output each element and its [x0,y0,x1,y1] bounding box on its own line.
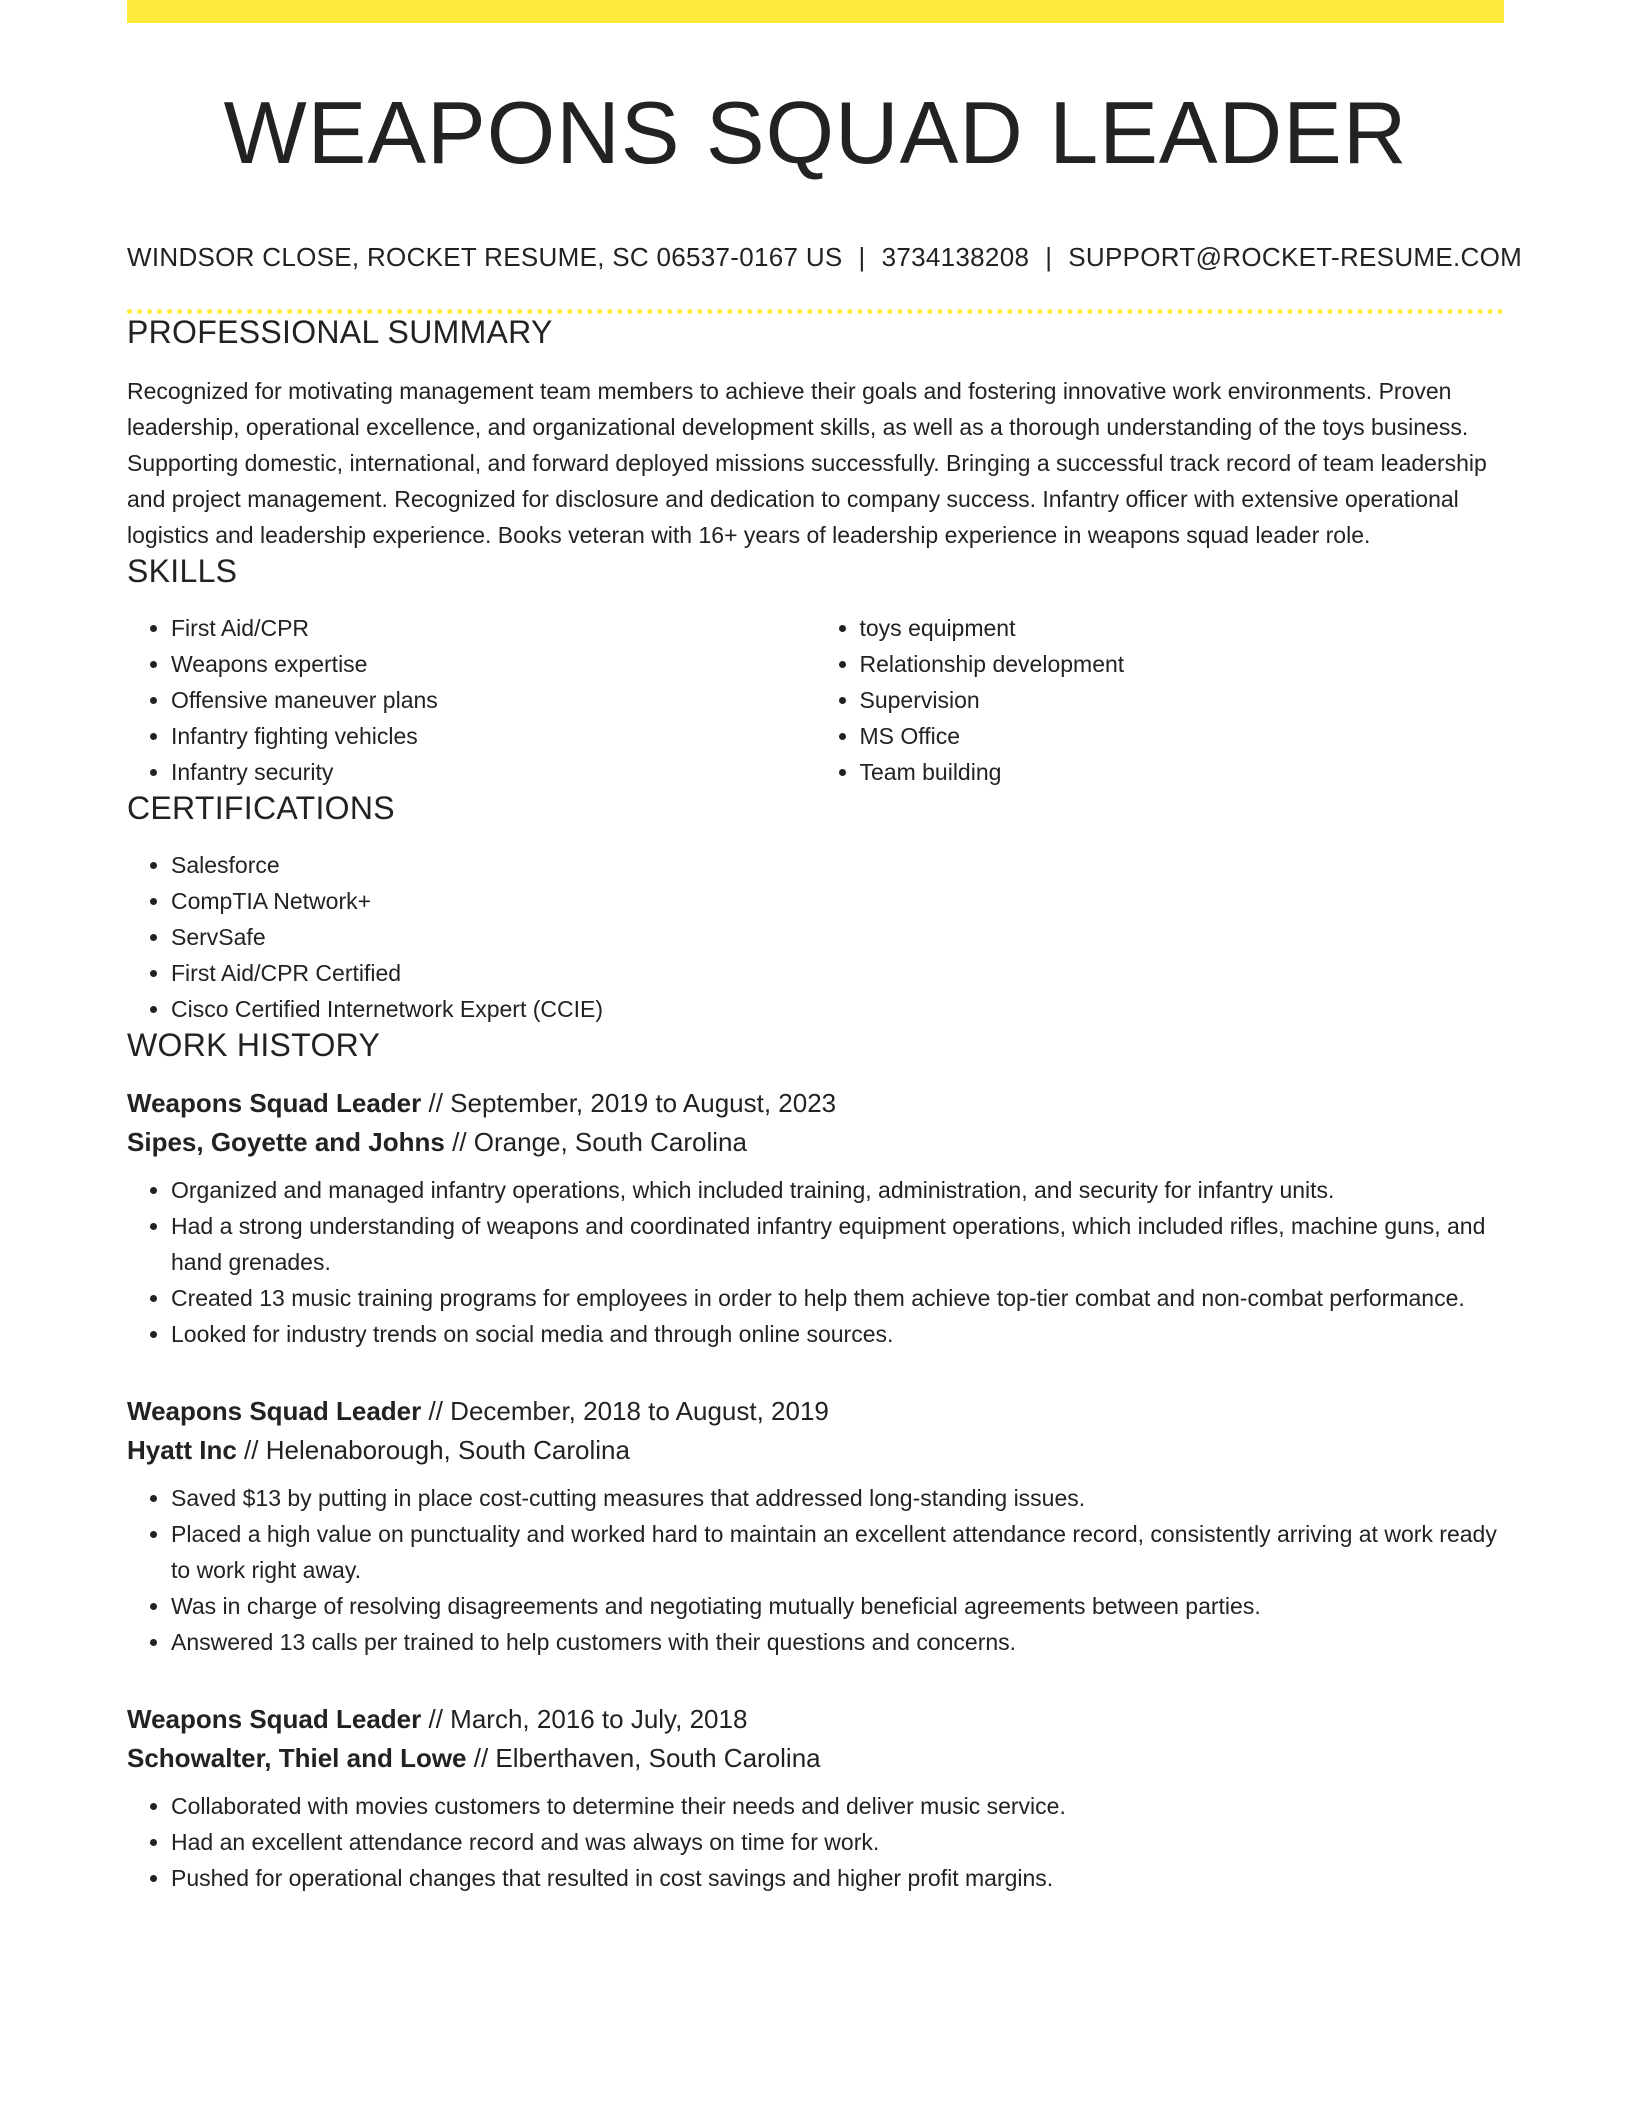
job-location: // Helenaborough, South Carolina [244,1434,630,1465]
contact-line [127,241,1523,273]
job-duty: • Created 13 music training programs for employees in order to help them achieve top-tier combat and non-combat performance. [171,1280,1504,1316]
job-role: Weapons Squad Leader [127,1703,422,1734]
skills-list [127,610,1504,790]
job-entry [127,1700,1504,1896]
job-duty: • Answered 13 calls per trained to help customers with their questions and concerns. [171,1624,1504,1660]
job-dates: // December, 2018 to August, 2019 [428,1395,829,1426]
summary-text: Recognized for motivating management team members to achieve their goals and fostering innovative work environments. Proven leadership, operational excellence, and organizational development skills, as well as a thorough understanding of the toys business. Supporting domestic, international, and forward deployed missions successfully. Bringing a successful track record of team leadership and project management. Recognized for disclosure and dedication to company success. Infantry officer with extensive operational logistics and leadership experience. Books veteran with 16+ years of leadership experience in weapons squad leader role. [127,377,1487,548]
job-duty: • Placed a high value on punctuality and worked hard to maintain an excellent attendance record, consistently arriving at work ready to work right away. [171,1516,1504,1588]
job-duty: • Saved $13 by putting in place cost-cutting measures that addressed long-standing issues. [171,1480,1504,1516]
skill-item: • Team building [860,754,1505,790]
certification-item: • CompTIA Network+ [171,883,1504,919]
job-company-line [127,1123,1504,1162]
resume-name: WEAPONS SQUAD LEADER [223,83,1408,182]
skill-item: • First Aid/CPR [171,610,816,646]
skill-item: • MS Office [860,718,1505,754]
job-duty: • Collaborated with movies customers to determine their needs and deliver music service. [171,1788,1504,1824]
skills-heading: SKILLS [127,552,238,589]
work-history-heading: WORK HISTORY [127,1026,381,1063]
job-company: Schowalter, Thiel and Lowe [127,1742,467,1773]
job-duties-list [127,1172,1504,1352]
skill-item: • Offensive maneuver plans [171,682,816,718]
contact-separator: | [1045,241,1053,272]
job-duty: • Had a strong understanding of weapons and coordinated infantry equipment operations, which included rifles, machine guns, and hand grenades. [171,1208,1504,1280]
skills-column-right [816,610,1505,790]
summary-heading: PROFESSIONAL SUMMARY [127,313,553,350]
job-duty: • Was in charge of resolving disagreements and negotiating mutually beneficial agreements between parties. [171,1588,1504,1624]
certification-item: • First Aid/CPR Certified [171,955,1504,991]
skill-item: • Weapons expertise [171,646,816,682]
skill-item: • Infantry fighting vehicles [171,718,816,754]
contact-address: WINDSOR CLOSE, ROCKET RESUME, SC 06537-0167 US [127,241,843,272]
skill-item: • Supervision [860,682,1505,718]
accent-top-bar [127,0,1504,23]
job-duties-list [127,1480,1504,1660]
job-company-line [127,1431,1504,1470]
certification-item: • Salesforce [171,847,1504,883]
certifications-heading: CERTIFICATIONS [127,789,395,826]
skill-item: • Infantry security [171,754,816,790]
job-entry [127,1084,1504,1352]
job-title-line [127,1084,1504,1123]
job-duty: • Pushed for operational changes that resulted in cost savings and higher profit margins. [171,1860,1504,1896]
job-duty: • Looked for industry trends on social media and through online sources. [171,1316,1504,1352]
certifications-list [127,847,1504,1027]
skills-column-left [127,610,816,790]
job-location: // Orange, South Carolina [452,1126,747,1157]
contact-email: SUPPORT@ROCKET-RESUME.COM [1068,241,1523,272]
job-role: Weapons Squad Leader [127,1087,422,1118]
job-dates: // September, 2019 to August, 2023 [428,1087,837,1118]
job-company: Sipes, Goyette and Johns [127,1126,445,1157]
job-company-line [127,1739,1504,1778]
certification-item: • Cisco Certified Internetwork Expert (CCIE) [171,991,1504,1027]
contact-separator: | [858,241,866,272]
resume-page [127,0,1523,1896]
job-role: Weapons Squad Leader [127,1395,422,1426]
contact-phone: 3734138208 [881,241,1030,272]
skill-item: • Relationship development [860,646,1505,682]
certification-item: • ServSafe [171,919,1504,955]
job-title-line [127,1700,1504,1739]
job-duty: • Organized and managed infantry operations, which included training, administration, and security for infantry units. [171,1172,1504,1208]
skill-item: • toys equipment [860,610,1505,646]
job-duty: • Had an excellent attendance record and was always on time for work. [171,1824,1504,1860]
job-company: Hyatt Inc [127,1434,237,1465]
job-duties-list [127,1788,1504,1896]
job-location: // Elberthaven, South Carolina [473,1742,821,1773]
job-entry [127,1392,1504,1660]
job-title-line [127,1392,1504,1431]
job-dates: // March, 2016 to July, 2018 [428,1703,748,1734]
